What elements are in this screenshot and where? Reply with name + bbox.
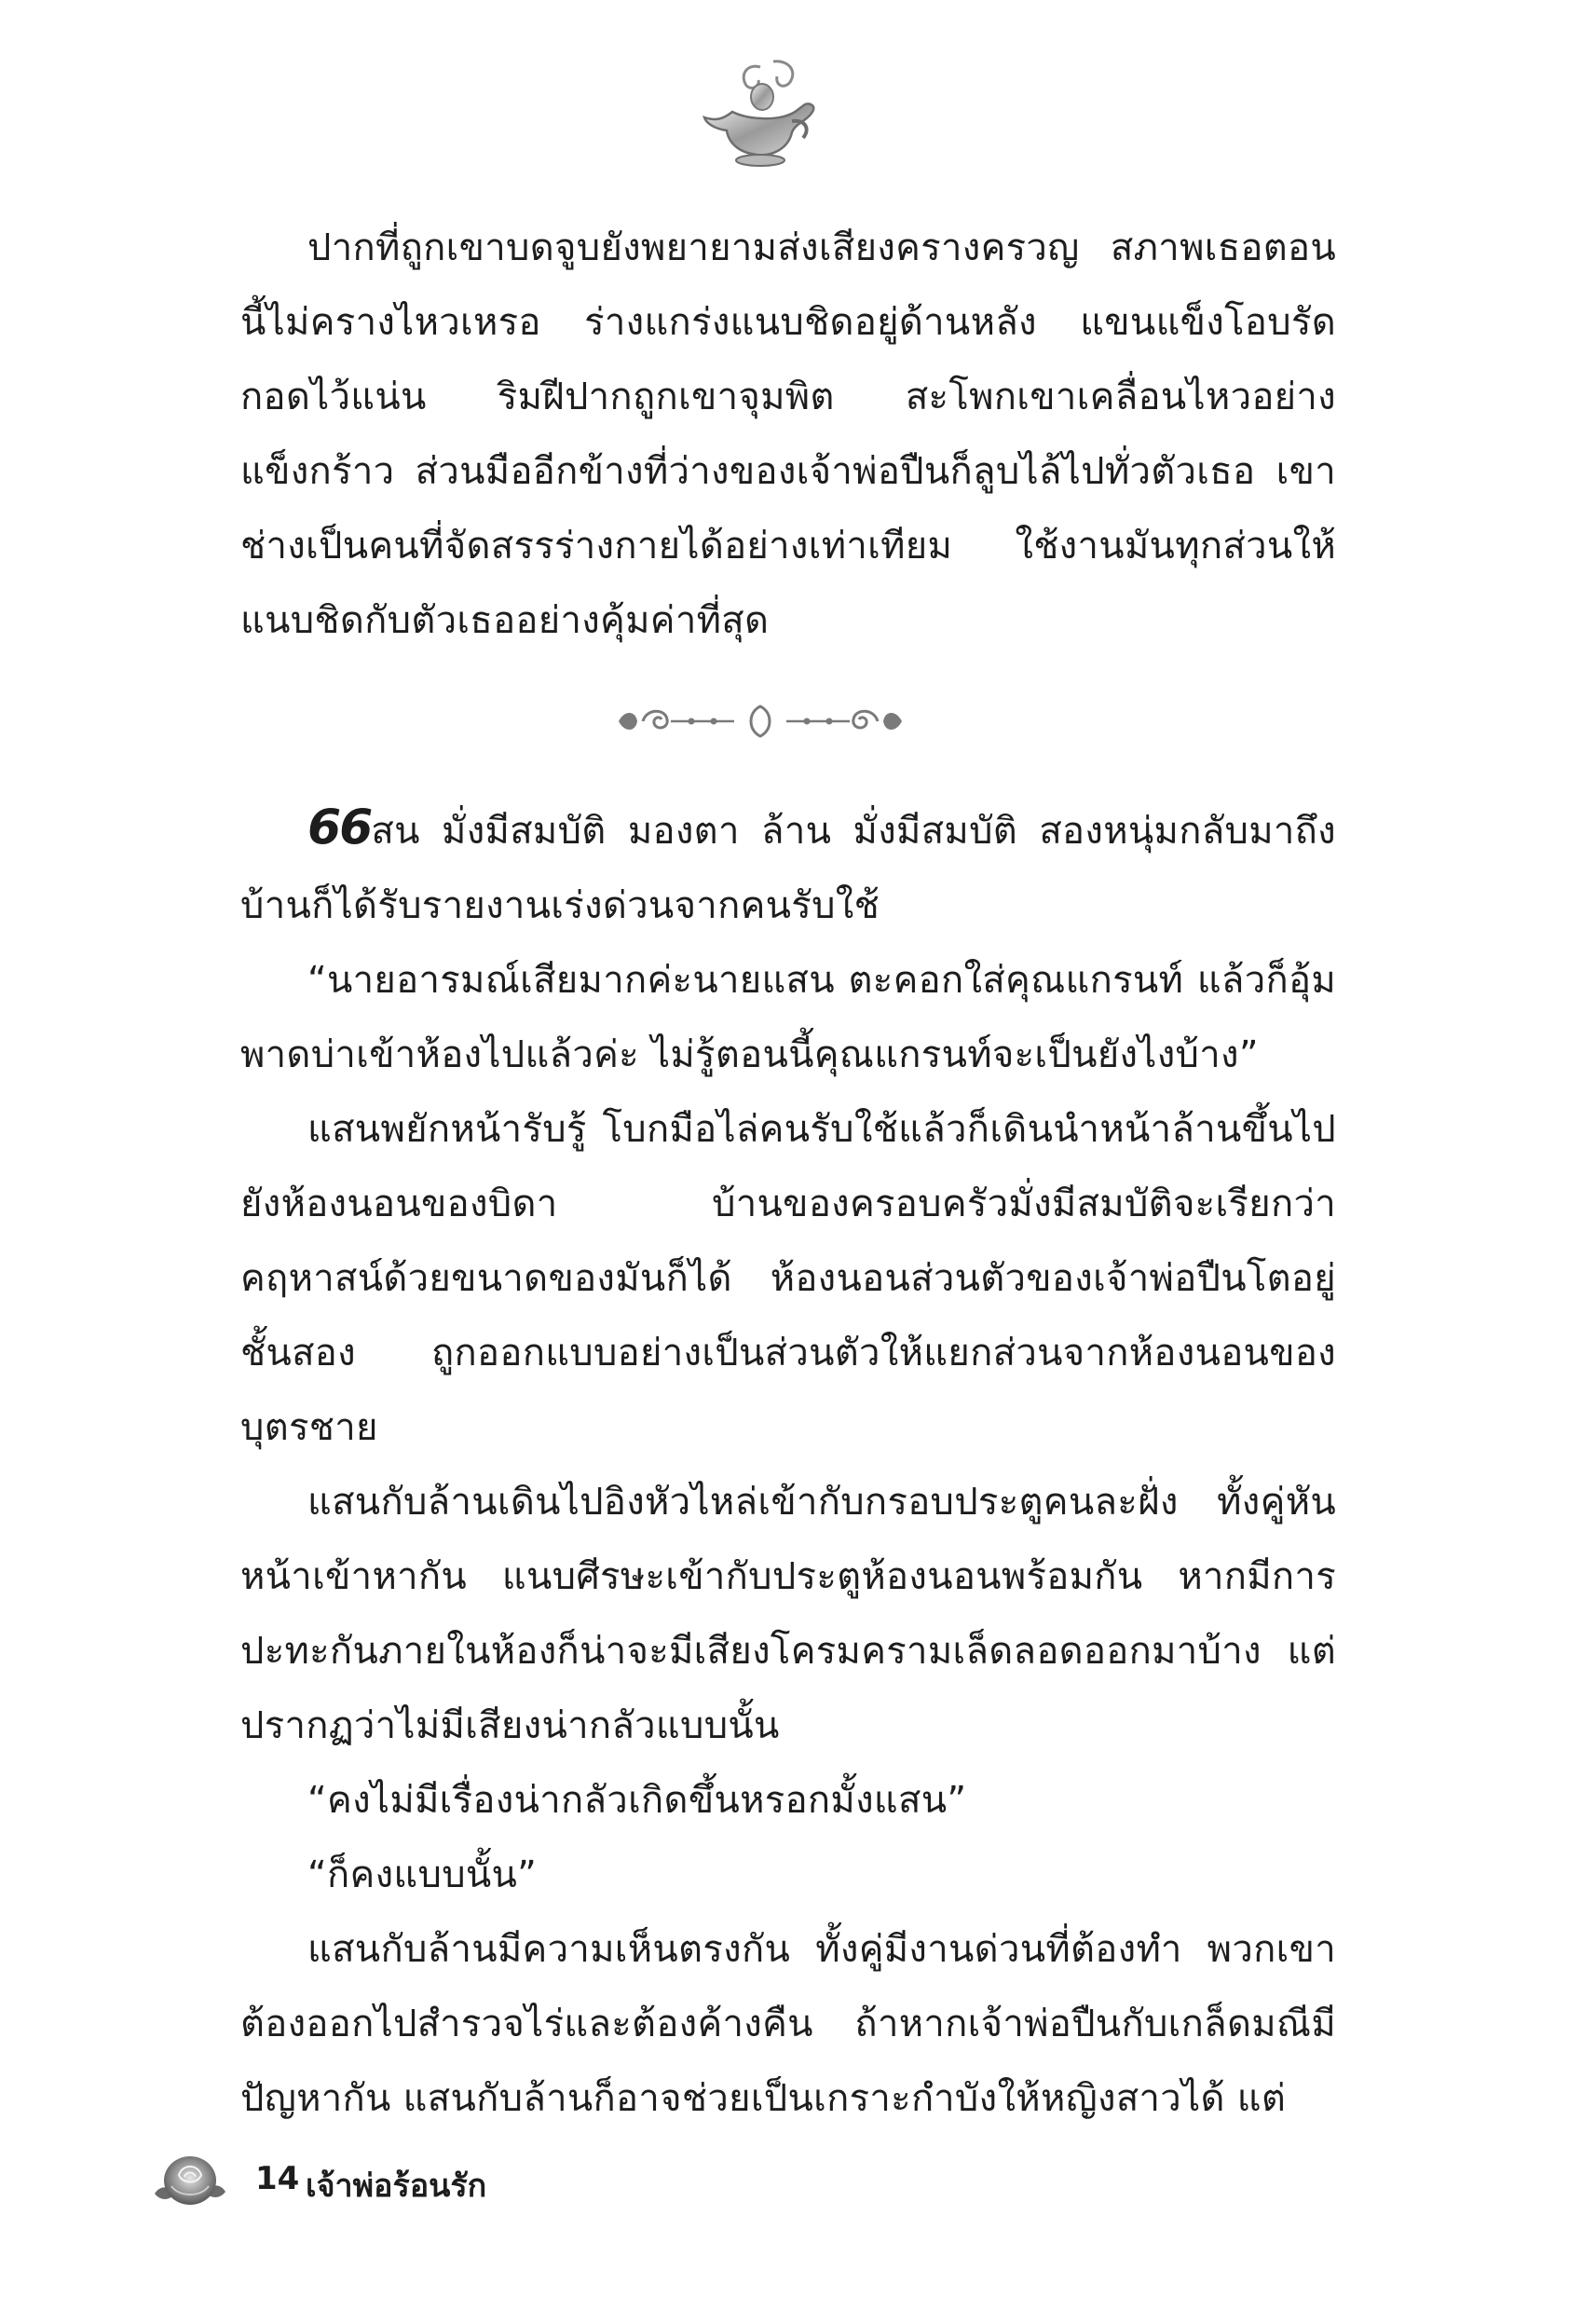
drop-cap-quote: 66 [307,800,372,855]
genie-lamp-ornament-icon [695,56,825,177]
book-title: เจ้าพ่อร้อนรัก [306,2167,487,2205]
page-number: 14 [255,2160,300,2197]
rose-icon [151,2147,229,2212]
lower-text-block [240,790,1336,2136]
paragraph: “คงไม่มีเรื่องน่ากลัวเกิดขึ้นหรอกมั้งแสน” [307,1779,967,1822]
scroll-divider-icon [615,701,906,742]
upper-text-block [240,211,1336,658]
paragraph: แสนพยักหน้ารับรู้ โบกมือไล่คนรับใช้แล้วก็เดินนำหน้าล้านขึ้นไปยังห้องนอนของบิดา บ้านของครอบครัวมั่งมีสมบัติจะเรียกว่าคฤหาสน์ด้วยขนาดของมันก็ได้ ห้องนอนส่วนตัวของเจ้าพ่อปืนโตอยู่ชั้นสอง ถูกออกแบบอย่างเป็นส่วนตัวให้แยกส่วนจากห้องนอนของบุตรชาย [240,1108,1336,1449]
paragraph: ปากที่ถูกเขาบดจูบยังพยายามส่งเสียงครางครวญ สภาพเธอตอนนี้ไม่ครางไหวเหรอ ร่างแกร่งแนบชิดอยู่ด้านหลัง แขนแข็งโอบรัดกอดไว้แน่น ริมฝีปากถูกเขาจุมพิต สะโพกเขาเคลื่อนไหวอย่างแข็งกร้าว ส่วนมืออีกข้างที่ว่างของเจ้าพ่อปืนก็ลูบไล้ไปทั่วตัวเธอ เขาช่างเป็นคนที่จัดสรรร่างกายได้อย่างเท่าเทียม ใช้งานมันทุกส่วนให้แนบชิดกับตัวเธออย่างคุ้มค่าที่สุด [240,226,1336,642]
paragraph: “ก็คงแบบนั้น” [307,1853,538,1896]
paragraph: แสนกับล้านเดินไปอิงหัวไหล่เข้ากับกรอบประตูคนละฝั่ง ทั้งคู่หันหน้าเข้าหากัน แนบศีรษะเข้ากับประตูห้องนอนพร้อมกัน หากมีการปะทะกันภายในห้องก็น่าจะมีเสียงโครมครามเล็ดลอดออกมาบ้าง แต่ปรากฏว่าไม่มีเสียงน่ากลัวแบบนั้น [240,1481,1336,1747]
opening-paragraph: 66สน มั่งมีสมบัติ มองตา ล้าน มั่งมีสมบัติ สองหนุ่มกลับมาถึงบ้านก็ได้รับรายงานเร่งด่วนจากคนรับใช้ [240,800,1336,927]
paragraph: “นายอารมณ์เสียมากค่ะนายแสน ตะคอกใส่คุณแกรนท์ แล้วก็อุ้มพาดบ่าเข้าห้องไปแล้วค่ะ ไม่รู้ตอนนี้คุณแกรนท์จะเป็นยังไงบ้าง” [240,959,1336,1076]
paragraph: แสนกับล้านมีความเห็นตรงกัน ทั้งคู่มีงานด่วนที่ต้องทำ พวกเขาต้องออกไปสำรวจไร่และต้องค้างคืน ถ้าหากเจ้าพ่อปืนกับเกล็ดมณีมีปัญหากัน แสนกับล้านก็อาจช่วยเป็นเกราะกำบังให้หญิงสาวได้ แต่ [240,1928,1336,2120]
page-footer [151,2143,803,2218]
